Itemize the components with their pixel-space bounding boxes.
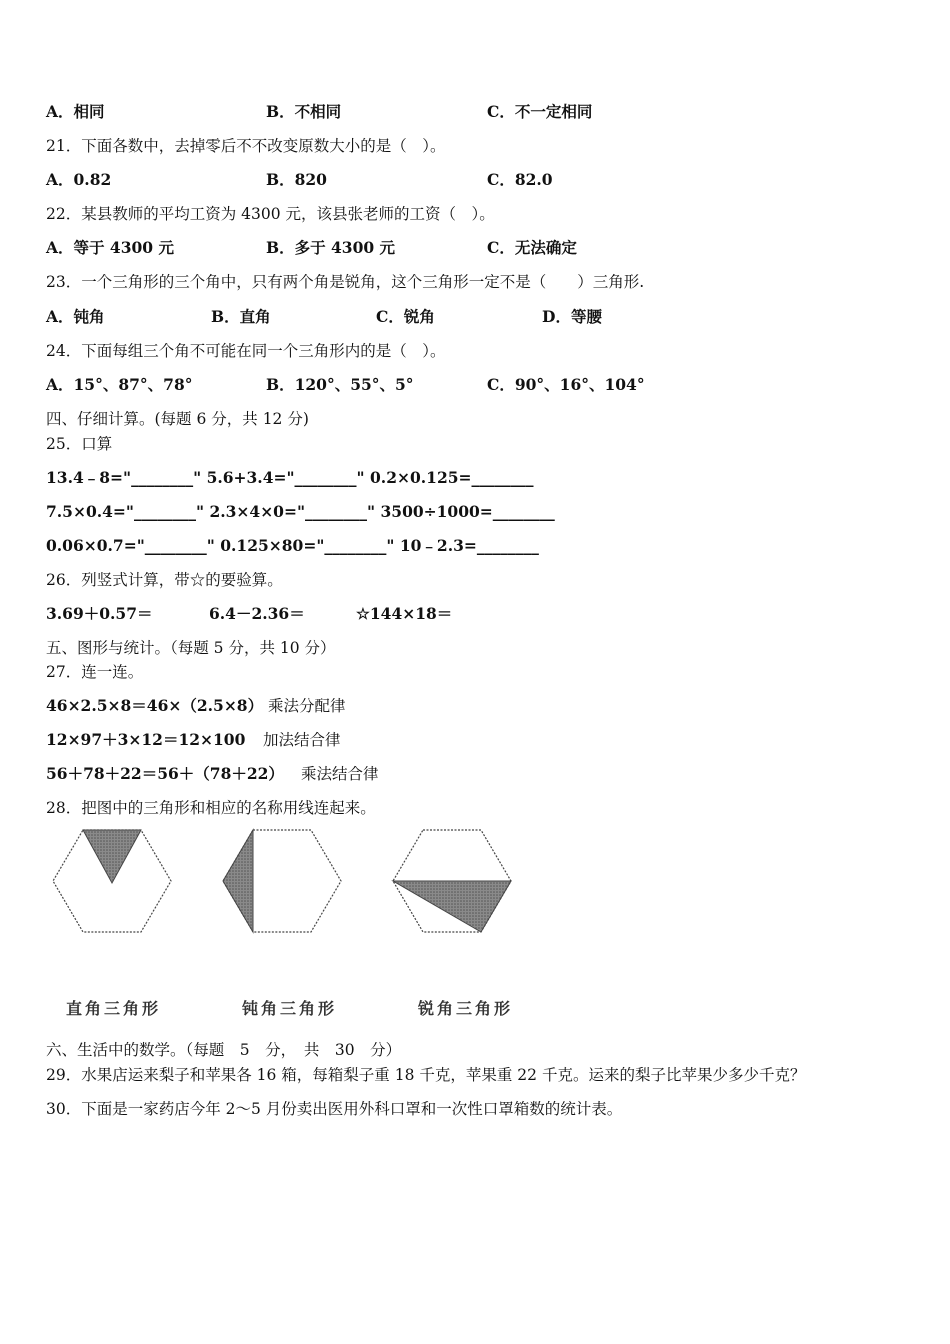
section6-title: 六、生活中的数学。（每题 5 分， 共 30 分）: [46, 1041, 402, 1059]
q27-right-2: 加法结合律: [263, 731, 341, 749]
q21-stem: 21．下面各数中，去掉零后不不改变原数大小的是（ ）。: [46, 137, 446, 155]
q20-option-b: B．不相同: [266, 102, 342, 121]
q27-right-1: 乘法分配律: [268, 697, 346, 715]
q26-stem: 26．列竖式计算，带☆的要验算。: [46, 571, 283, 589]
q27-right-3: 乘法结合律: [301, 765, 379, 783]
q22-stem: 22．某县教师的平均工资为 4300 元，该县张老师的工资（ ）。: [46, 205, 495, 223]
q27-stem: 27．连一连。: [46, 663, 144, 681]
q26-expr-1: 3.69＋0.57＝: [46, 604, 153, 623]
q25-row-3: 0.06×0.7="________" 0.125×80="________" 10﹣2.3=________: [46, 536, 539, 555]
q23-option-c: C．锐角: [376, 307, 435, 326]
q22-option-c: C．无法确定: [487, 238, 577, 257]
q21-option-a: A．0.82: [46, 170, 112, 189]
q30-stem: 30．下面是一家药店今年 2～5 月份卖出医用外科口罩和一次性口罩箱数的统计表。: [46, 1100, 623, 1118]
q24-option-c: C．90°、16°、104°: [487, 375, 645, 394]
section5-title: 五、图形与统计。（每题 5 分，共 10 分）: [46, 639, 336, 657]
q25-row-2: 7.5×0.4="________" 2.3×4×0="________" 3500÷1000=________: [46, 502, 555, 521]
q28-label-obtuse-triangle: 钝角三角形: [242, 999, 338, 1018]
q24-stem: 24．下面每组三个角不可能在同一个三角形内的是（ ）。: [46, 342, 446, 360]
hexagon-3: [393, 830, 511, 932]
q27-left-3: 56＋78＋22＝56＋（78＋22）: [46, 764, 284, 783]
q23-option-b: B．直角: [211, 307, 271, 326]
q26-expr-2: 6.4－2.36＝: [209, 604, 305, 623]
q20-option-a: A．相同: [46, 102, 105, 121]
q23-option-a: A．钝角: [46, 307, 105, 326]
q23-option-d: D．等腰: [542, 307, 602, 326]
q25-stem: 25．口算: [46, 435, 113, 453]
hexagon-2: [223, 830, 341, 932]
q26-expr-3: ☆144×18＝: [356, 604, 453, 623]
q27-left-2: 12×97＋3×12＝12×100: [46, 730, 246, 749]
q23-stem: 23．一个三角形的三个角中，只有两个角是锐角，这个三角形一定不是（ ）三角形.: [46, 273, 645, 291]
q28-label-right-triangle: 直角三角形: [66, 999, 162, 1018]
section4-title: 四、仔细计算。(每题 6 分，共 12 分): [46, 410, 309, 428]
q24-option-a: A．15°、87°、78°: [46, 375, 193, 394]
q24-option-b: B．120°、55°、5°: [266, 375, 414, 394]
q21-option-c: C．82.0: [487, 170, 553, 189]
q22-option-b: B．多于 4300 元: [266, 238, 396, 257]
q28-label-acute-triangle: 锐角三角形: [418, 999, 514, 1018]
hexagon-1: [53, 830, 171, 932]
q27-left-1: 46×2.5×8＝46×（2.5×8）: [46, 696, 264, 715]
q28-hexagon-figures: [40, 822, 560, 942]
q21-option-b: B．820: [266, 170, 327, 189]
q22-option-a: A．等于 4300 元: [46, 238, 174, 257]
q20-option-c: C．不一定相同: [487, 102, 593, 121]
q25-row-1: 13.4﹣8="________" 5.6+3.4="________" 0.2×0.125=________: [46, 468, 534, 487]
q29-stem: 29．水果店运来梨子和苹果各 16 箱，每箱梨子重 18 千克，苹果重 22 千克。运来的梨子比苹果少多少千克？: [46, 1066, 806, 1084]
q28-stem: 28．把图中的三角形和相应的名称用线连起来。: [46, 799, 376, 817]
